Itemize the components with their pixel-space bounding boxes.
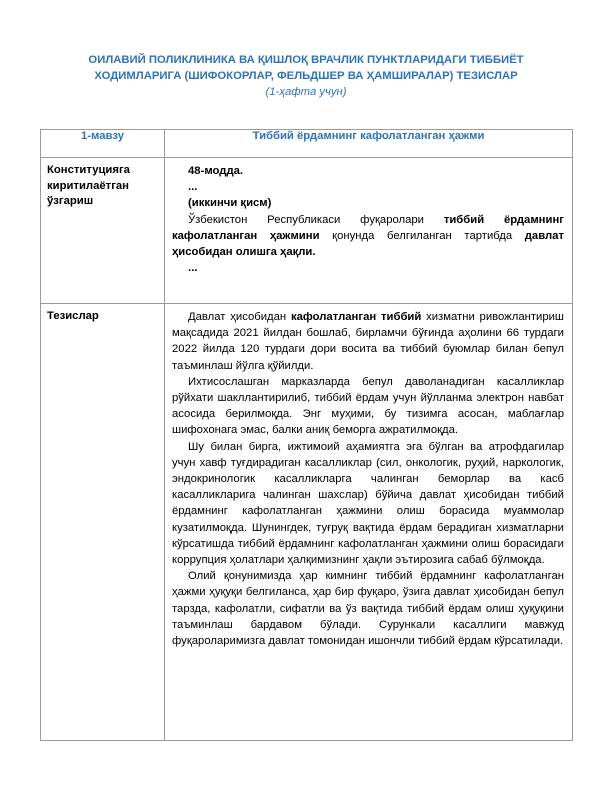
theses-paragraph-4: Олий қонунимизда ҳар кимнинг тиббий ёрдамнинг кафолатланган ҳажми ҳуқуқи белгиланса, ҳар бир фуқаро, ўзига давлат ҳисобидан бепул тарзда, кафолатли, сифатли ва ўз вақтида тиббий ёрдам олиш ҳуқуқини таъминлаш бардавом бўлади. Сурункали касаллиги мавжуд фуқароларимизга давлат томонидан ишончли тиббий ёрдам кўрсатилади. [172, 570, 564, 648]
topic-number-header: 1-мавзу [41, 130, 165, 158]
document-header [40, 52, 572, 100]
theses-cell [165, 304, 573, 741]
article-text-seg2: қонунда белгиланган тартибда [319, 229, 525, 242]
document-subtitle: (1-ҳафта учун) [265, 86, 347, 98]
article-part: (иккинчи қисм) [188, 197, 272, 210]
row-label-theses: Тезислар [41, 304, 165, 741]
theses-p1-bold: кафолатланган тиббий [290, 311, 422, 323]
theses-p1-seg1: Давлат ҳисобидан [188, 311, 291, 323]
article-number: 48-модда. [188, 165, 244, 177]
topic-title-header: Тиббий ёрдамнинг кафолатланган ҳажми [165, 130, 573, 158]
article-text-bold2: давлат ҳисобидан олишга ҳақли. [172, 229, 564, 259]
table-row-theses [41, 304, 573, 741]
theses-paragraph-1 [172, 309, 564, 374]
table-header-row [41, 130, 573, 158]
document-title-line-2: ХОДИМЛАРИГА (ШИФОКОРЛАР, ФЕЛЬДШЕР ВА ҲАМШИРАЛАР) ТЕЗИСЛАР [94, 70, 518, 82]
table-row-constitution [41, 158, 573, 304]
ellipsis-top: ... [188, 181, 198, 194]
row-label-constitution: Конституцияга киритилаётган ўзгариш [41, 158, 165, 304]
theses-paragraph-2: Ихтисослашган марказларда бепул даволанадиган касалликлар рўйхати шакллантирилиб, тиббий ёрдам учун йўлланма электрон навбат асосида берилмоқда. Энг муҳими, бу тизимга асосан, маблағлар шифохонага эмас, балки аниқ беморга ажратилмоқда. [172, 375, 564, 437]
article-text-bold1: тиббий ёрдамнинг кафолатланган ҳажмини [172, 213, 564, 242]
theses-table [40, 129, 573, 741]
theses-p1-seg2: хизматни ривожлантириш мақсадида 2021 йилдан бошлаб, бирламчи бўғинда аҳолини 66 турдаги 2022 йилда 120 турдаги дори восита ва тиббий буюмлар билан бепул таъминлаш йўлга қўйилди. [172, 311, 564, 372]
ellipsis-bottom: ... [188, 262, 198, 275]
article-text-seg1: Ўзбекистон Республикаси фуқаролари [188, 213, 444, 226]
constitution-article-cell [165, 158, 573, 304]
theses-paragraph-3: Шу билан бирга, ижтимоий аҳамиятга эга бўлган ва атрофдагилар учун хавф туғдирадиган касалликлар (сил, онкологик, руҳий, наркологик, эндокринологик касалликларга чалинган беморлар ва касб касалликларига чалинган шахслар) бўйича давлат ҳисобидан тиббий ёрдамнинг кафолатланган ҳажмини олиш борасида муаммолар кузатилмоқда. Шунингдек, туғруқ вақтида ёрдам берадиган хизматларни кўрсатишда тиббий ёрдамнинг кафолатланган ҳажмини олиш борасидаги коррупция ҳолатлари ҳалқимизнинг ҳақли эътирозига сабаб бўлмоқда. [172, 440, 564, 567]
article-text [172, 212, 564, 261]
document-title-line-1: ОИЛАВИЙ ПОЛИКЛИНИКА ВА ҚИШЛОҚ ВРАЧЛИК ПУНКТЛАРИДАГИ ТИББИЁТ [88, 54, 524, 66]
